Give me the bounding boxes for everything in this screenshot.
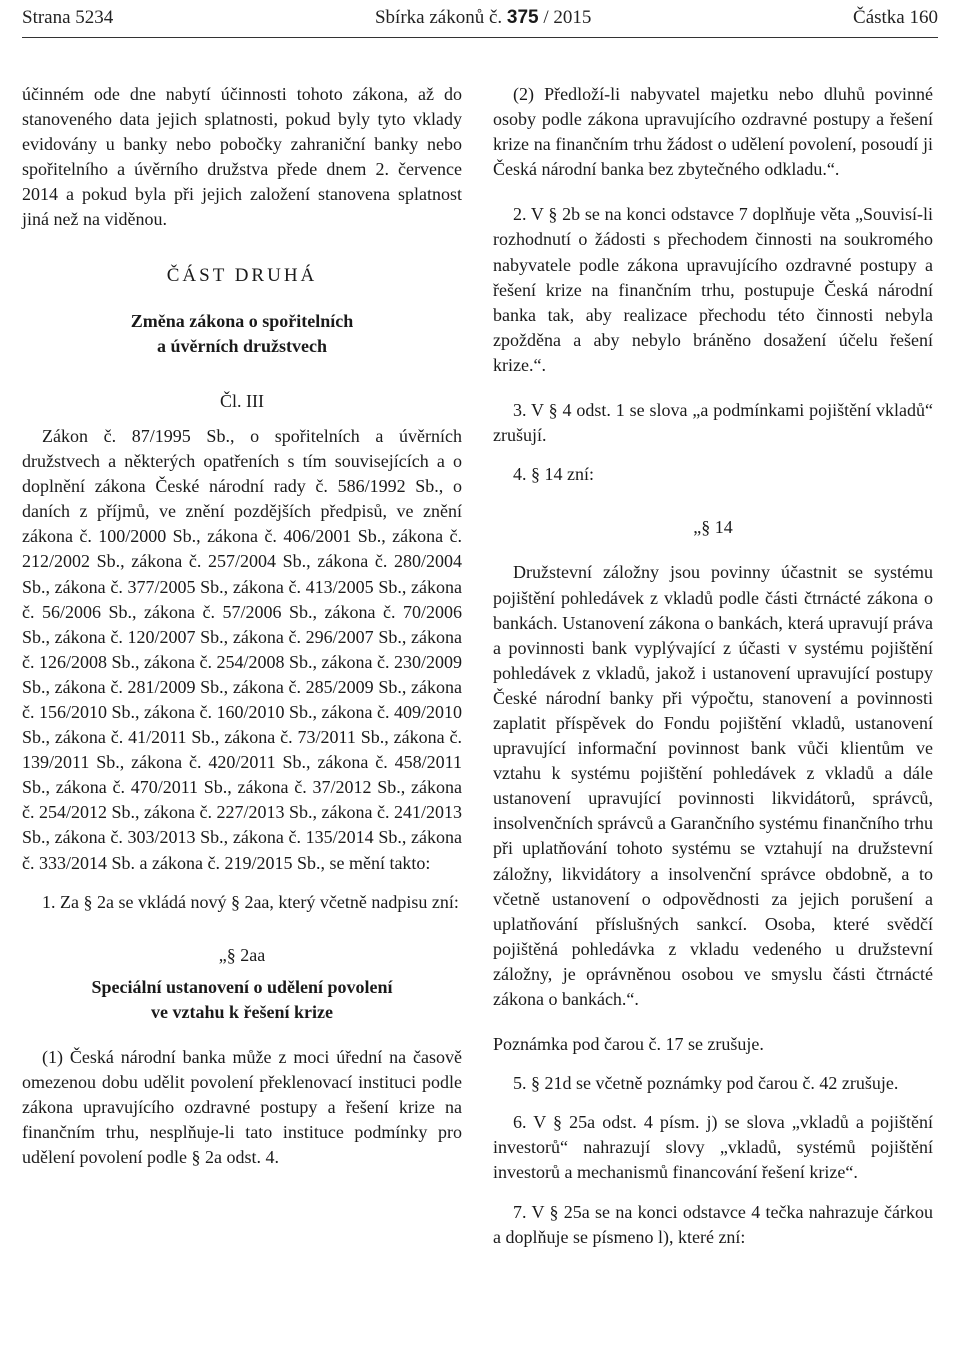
section-2aa-paragraph-1: (1) Česká národní banka může z moci úřední na časově omezenou dobu udělit povolení překlenovací instituci podle zákona upravujícího ozdravné postupy a řešení krize na finančním trhu, nesplňuje-li tato instituce podmínky pro udělení povolení podle § 2a odst. 4. [22,1047,462,1168]
section-2aa-title-line-2: ve vztahu k řešení krize [151,1001,333,1022]
part-number: Částka 160 [853,7,938,28]
page-number: Strana 5234 [22,7,114,28]
point-2: 2. V § 2b se na konci odstavce 7 doplňuje věta „Souvisí-li rozhodnutí o žádosti s přechodem činnosti na soukromého nabyvatele podle zákona upravujícího ozdravné postupy a řešení krize na finančním trhu, postupuje Česká národní banka tak, aby realizace přechodu této činnosti nebyla zpožděna a aby nebylo bráněno dosažení účelu řešení krize.“. [493,204,933,375]
point-1: 1. Za § 2a se vkládá nový § 2aa, který včetně nadpisu zní: [42,891,459,912]
section-2aa-title-line-1: Speciální ustanovení o udělení povolení [91,976,393,997]
part-subtitle-line-1: Změna zákona o spořitelních [130,310,354,331]
collection-title [375,7,591,29]
right-column [493,82,933,1250]
header-divider [22,37,938,38]
amended-law-paragraph: Zákon č. 87/1995 Sb., o spořitelních a úvěrních družstvech a některých opatřeních s tím souvisejících a o doplnění zákona České národní rady č. 586/1992 Sb., o daních z příjmů, ve znění pozdějších předpisů, ve znění zákona č. 100/2000 Sb., zákona č. 406/2001 Sb., zákona č. 212/2002 Sb., zákona č. 257/2004 Sb., zákona č. 280/2004 Sb., zákona č. 377/2005 Sb., zákona č. 413/2005 Sb., zákona č. 56/2006 Sb., zákona č. 57/2006 Sb., zákona č. 70/2006 Sb., zákona č. 120/2007 Sb., zákona č. 296/2007 Sb., zákona č. 126/2008 Sb., zákona č. 254/2008 Sb., zákona č. 230/2009 Sb., zákona č. 281/2009 Sb., zákona č. 285/2009 Sb., zákona č. 156/2010 Sb., zákona č. 160/2010 Sb., zákona č. 409/2010 Sb., zákona č. 41/2011 Sb., zákona č. 73/2011 Sb., zákona č. 139/2011 Sb., zákona č. 420/2011 Sb., zákona č. 458/2011 Sb., zákona č. 470/2011 Sb., zákona č. 37/2012 Sb., zákona č. 254/2012 Sb., zákona č. 227/2013 Sb., zákona č. 241/2013 Sb., zákona č. 303/2013 Sb., zákona č. 135/2014 Sb., zákona č. 333/2014 Sb. a zákona č. 219/2015 Sb., se mění takto: [22,425,462,873]
point-7: 7. V § 25a se na konci odstavce 4 tečka nahrazuje čárkou a doplňuje se písmeno l), které zní: [493,1201,933,1247]
footnote-note: Poznámka pod čarou č. 17 se zrušuje. [493,1034,764,1055]
part-title: ČÁST DRUHÁ [166,264,318,286]
point-4: 4. § 14 zní: [513,464,594,485]
article-heading: Čl. III [220,390,264,411]
point-6: 6. V § 25a odst. 4 písm. j) se slova „vkladů a pojištění investorů“ nahrazují slovy „vkladů, systémů pojištění investorů a mechanismů financování řešení krize“. [493,1112,933,1183]
section-14-heading: „§ 14 [693,517,733,538]
law-number: 375 [506,7,539,28]
collection-label: Sbírka zákonů č. [374,7,503,28]
paragraph-continuation: účinném ode dne nabytí účinnosti tohoto zákona, až do stanoveného data jejich splatnosti, pokud byly tyto vklady evidovány u banky nebo pobočky zahraniční banky nebo spořitelního a úvěrního družstva přede dnem 2. července 2014 a pokud byla při jejich založení stanovena splatnost jiná než na viděnou. [22,84,462,230]
page-header [22,4,938,32]
point-5: 5. § 21d se včetně poznámky pod čarou č. 42 zrušuje. [513,1073,899,1094]
law-year: / 2015 [543,7,592,28]
section-2aa-paragraph-2: (2) Předloží-li nabyvatel majetku nebo dluhů povinné osoby podle zákona upravujícího ozdravné postupy a řešení krize na finančním trhu žádost o udělení povolení, posoudí ji Česká národní banka bez zbytečného odkladu.“. [493,84,933,180]
section-14-text: Družstevní záložny jsou povinny účastnit se systému pojištění pohledávek z vkladů podle části čtrnácté zákona o bankách. Ustanovení zákona o bankách, která upravují práva a povinnosti bank vyplývající z účasti v systému pojištění pohledávek z vkladů, jakož i ustanovení upravující postupy České národní banky při výpočtu, stanovení a povinnosti zaplatit příspěvek do Fondu pojištění vkladů, ustanovení upravující informační povinnost bank vůči klientům ve vztahu k systému pojištění pohledávek z vkladů a dále ustanovení upravující povinnosti likvidátorů, správců, insolvenčních správců a Garančního systému finančního trhu při uplatňování tohoto systému se vztahují na družstevní záložny, likvidátory a insolvenční správce obdobně, a to včetně ustanovení o odpovědnosti za jejich porušení a uplatňování příslušných sankcí. Osoba, které svědčí pojištěná pohledávka z vkladu vedeného u družstevní záložny, je oprávněnou osobou ve smyslu části čtrnácté zákona o bankách.“. [493,562,933,1009]
point-3: 3. V § 4 odst. 1 se slova „a podmínkami pojištění vkladů“ zrušují. [493,400,933,446]
part-subtitle-line-2: a úvěrních družstvech [157,335,327,356]
left-column [22,82,462,1170]
section-2aa-heading: „§ 2aa [218,944,266,965]
